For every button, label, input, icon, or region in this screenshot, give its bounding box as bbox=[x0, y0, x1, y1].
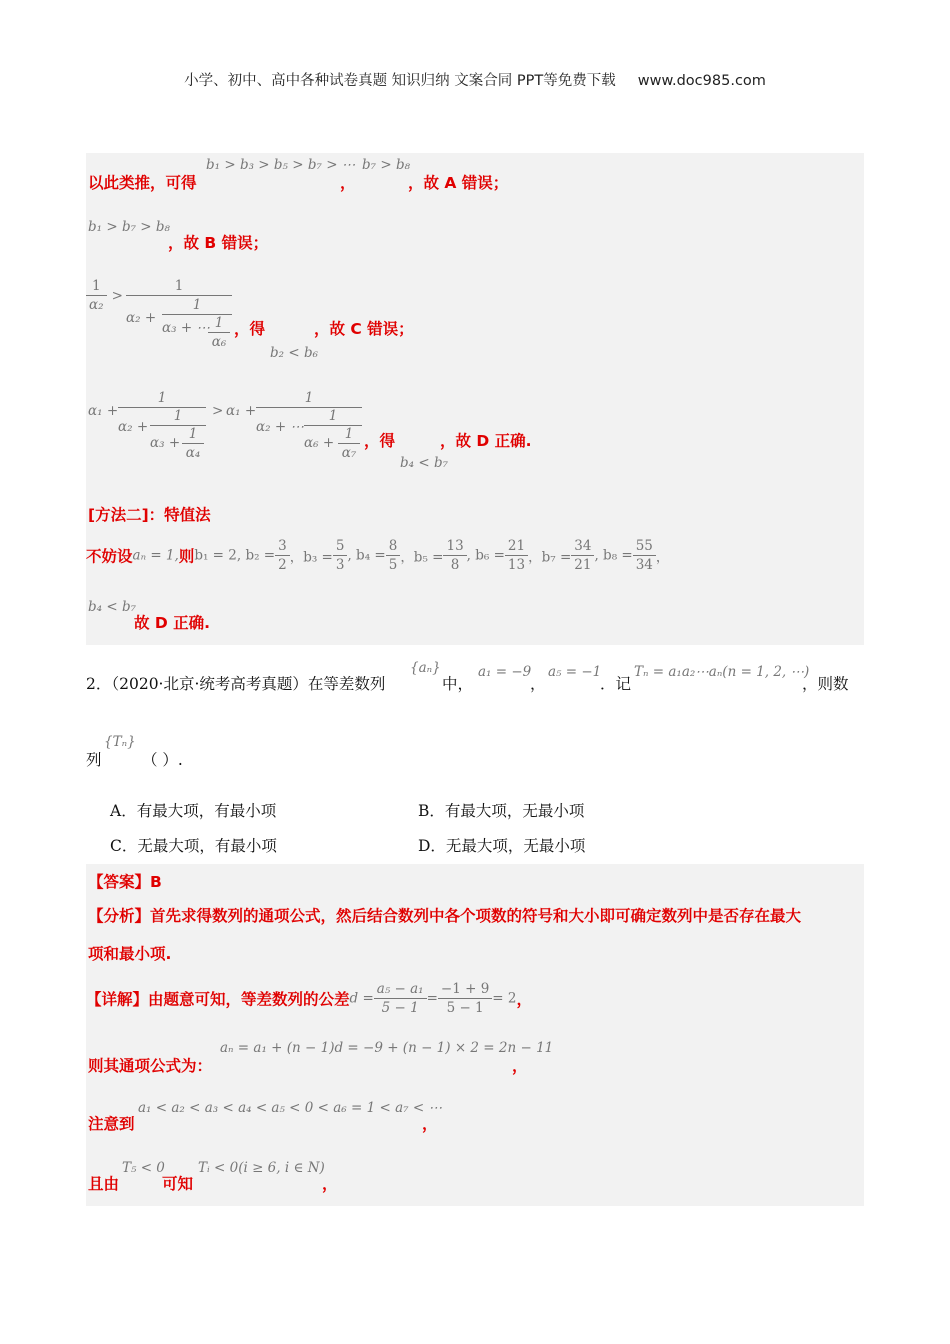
q2-comma: ， bbox=[530, 675, 546, 693]
option-c[interactable]: C．无最大项，有最小项 bbox=[110, 837, 277, 855]
detail-line: 【详解】由题意可知，等差数列的公差d = $\frac{\text{a₅ − a₁}}{5 - 1}$ = $\frac{-1 + 9}{5 - 1}$ = 2， bbox=[86, 981, 533, 1016]
special-values-line: 不妨设aₙ = 1,则b₁ = 2, b₂ = $\frac{3}{2}$ ，b₃ = $\frac{5}{3}$ , b₄ = $\frac{8}{5}$ ，b₅ = $\frac{13}{8}$ , b₆ = $\frac{21}{13}$ ，b₇ = $\frac{34}{21}$ , b₈ = $\frac{55}{34}$ ， bbox=[86, 538, 670, 573]
math-chain: b₁ > b₃ > b₅ > b₇ > ⋯ bbox=[206, 157, 356, 173]
know-label: 可知 bbox=[162, 1175, 194, 1193]
frac-1-alpha2: $\frac{1}{\text{α₂}}$ bbox=[86, 277, 107, 314]
note-math: a₁ < a₂ < a₃ < a₄ < a₅ < 0 < a₆ = 1 < a₇ < ⋯ bbox=[138, 1100, 442, 1116]
option-d[interactable]: D．无最大项，无最小项 bbox=[418, 837, 586, 855]
q2-stem-d: ，则数 bbox=[802, 675, 849, 693]
math-Ti: Tᵢ < 0(i ≥ 6, i ∈ N) bbox=[198, 1160, 325, 1176]
q2-stem-e: 列 bbox=[86, 751, 102, 769]
q2-Tn: Tₙ = a₁a₂⋯aₙ(n = 1, 2, ⋯) bbox=[634, 664, 810, 680]
header-text: 小学、初中、高中各种试卷真题 知识归纳 文案合同 PPT等免费下载 bbox=[184, 73, 616, 89]
q2-seq-T: {Tₙ} bbox=[104, 734, 136, 750]
method2-title: [方法二]：特值法 bbox=[88, 506, 211, 524]
formula: aₙ = a₁ + (n − 1)d = −9 + (n − 1) × 2 = 2n − 11 bbox=[220, 1040, 554, 1056]
header-url[interactable]: www.doc985.com bbox=[637, 73, 766, 89]
q2-a1: a₁ = −9 bbox=[478, 664, 532, 680]
solution-box bbox=[86, 153, 864, 645]
q2-stem-a: 2．（2020·北京·统考高考真题）在等差数列 bbox=[86, 675, 386, 693]
math-b2b6: b₂ < b₆ bbox=[270, 345, 319, 361]
analysis-b: 项和最小项. bbox=[88, 945, 172, 963]
line4-get: ，得 bbox=[364, 432, 396, 450]
cf-line4-right: α₁ + 1 α₂ + ⋯ 1 α₆ + 1 α₇ bbox=[226, 389, 366, 475]
last-comma: ， bbox=[322, 1175, 338, 1193]
cf-line4-gt: > bbox=[212, 403, 224, 419]
option-a[interactable]: A．有最大项，有最小项 bbox=[110, 802, 277, 820]
page-header bbox=[0, 69, 950, 90]
math-b7b8: b₇ > b₈ bbox=[362, 157, 411, 173]
cf-line4-left: α₁ + 1 α₂ + 1 α₃ + 1 α₄ bbox=[88, 389, 208, 475]
line2-suffix: ，故 B 错误； bbox=[168, 234, 269, 252]
line3-suffix: ，故 C 错误； bbox=[314, 320, 414, 338]
cf-line3-right: 1 α₂ + 1 α₃ + ⋯ 1 α₆ bbox=[126, 277, 232, 370]
answer-line: 【答案】B bbox=[88, 873, 162, 891]
note-comma: ， bbox=[422, 1115, 438, 1133]
line4-suffix: ，故 D 正确. bbox=[440, 432, 532, 450]
math-T5: T₅ < 0 bbox=[122, 1160, 165, 1176]
and-label: 且由 bbox=[88, 1175, 120, 1193]
line1-suffix: ，故 A 错误； bbox=[408, 174, 509, 192]
q2-stem-c: ．记 bbox=[600, 675, 632, 693]
q2-a5: a₅ = −1 bbox=[548, 664, 602, 680]
math-b4b7-final: b₄ < b₇ bbox=[88, 599, 137, 615]
cf-line3: $\frac{1}{\text{α₂}}$ > bbox=[86, 277, 123, 314]
note-label: 注意到 bbox=[88, 1115, 135, 1133]
formula-comma: ， bbox=[512, 1057, 528, 1075]
q2-stem-b: 中， bbox=[442, 675, 474, 693]
line1-prefix: 以此类推，可得 bbox=[88, 174, 197, 192]
answer-box bbox=[86, 864, 864, 1206]
q2-stem-f: （ ）. bbox=[142, 751, 183, 769]
option-b[interactable]: B．有最大项，无最小项 bbox=[418, 802, 585, 820]
analysis-a: 【分析】首先求得数列的通项公式，然后结合数列中各个项数的符号和大小即可确定数列中是否存在最大 bbox=[88, 907, 802, 925]
q2-seq-a: {aₙ} bbox=[410, 660, 441, 676]
formula-label: 则其通项公式为： bbox=[88, 1057, 213, 1075]
line3-get: ，得 bbox=[234, 320, 266, 338]
math-b1b7b8: b₁ > b₇ > b₈ bbox=[88, 219, 170, 235]
math-b4b7: b₄ < b₇ bbox=[400, 455, 449, 471]
line1-comma: ， bbox=[340, 174, 356, 192]
last-suffix: 故 D 正确. bbox=[134, 614, 211, 632]
